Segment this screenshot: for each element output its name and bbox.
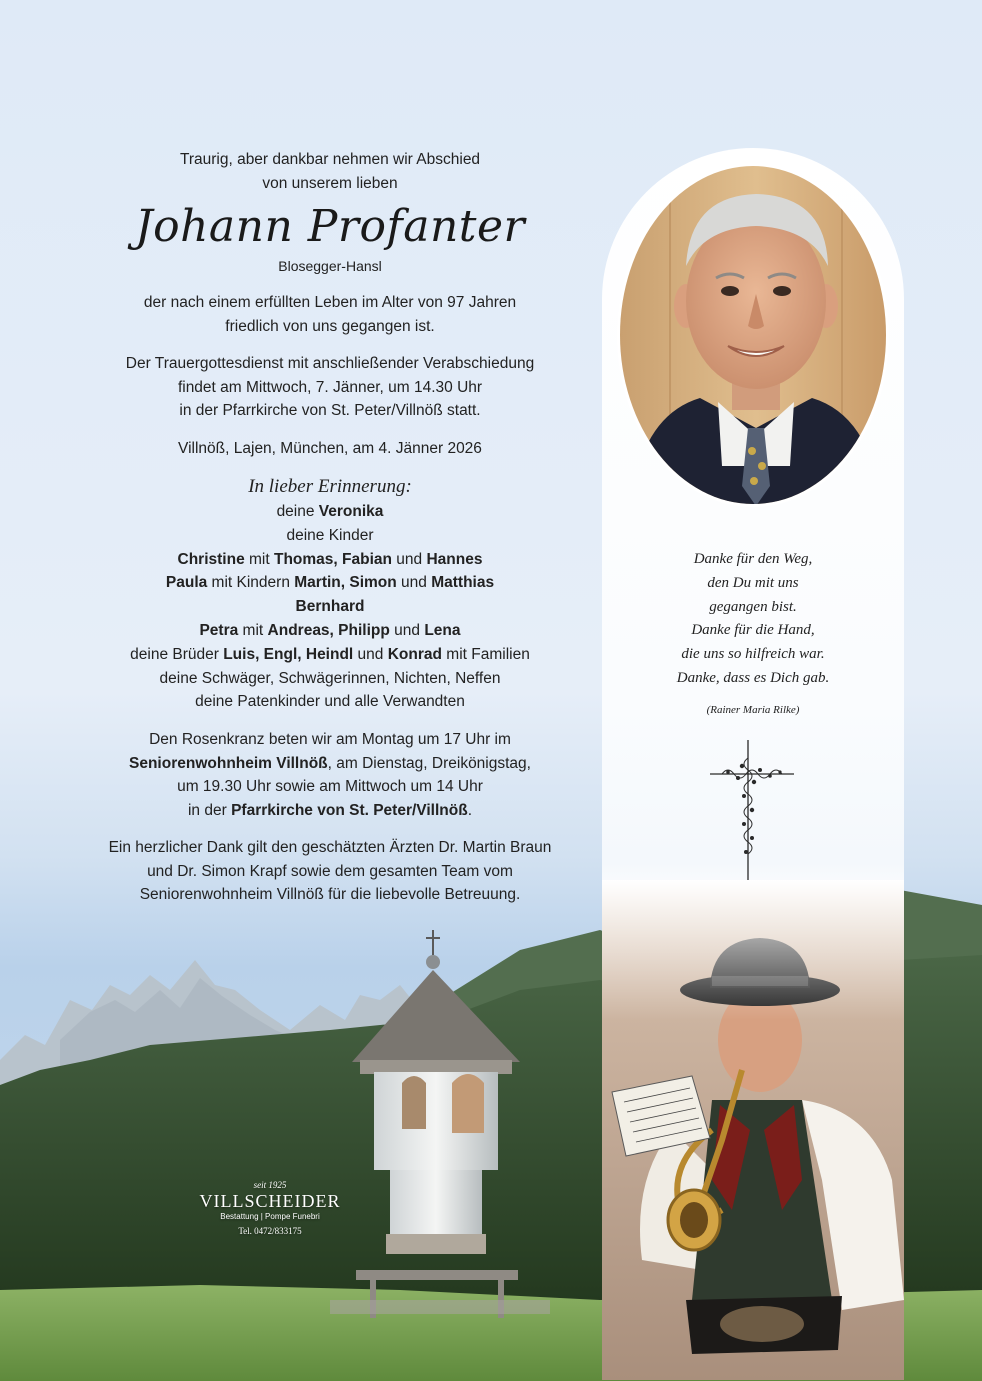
logo-brand: VILLSCHEIDER — [199, 1191, 341, 1211]
poem-line: Danke für die Hand, — [691, 622, 815, 639]
deceased-nickname: Blosegger-Hansl — [278, 258, 382, 274]
poem-line: den Du mit uns — [707, 574, 799, 591]
mourner-line: deine Brüder Luis, Engl, Heindl und Konrad mit Familien — [130, 645, 530, 663]
musician-illustration — [602, 880, 904, 1380]
poem-author: (Rainer Maria Rilke) — [706, 703, 800, 716]
logo-since: seit 1925 — [253, 1180, 287, 1190]
mourner-line: deine Veronika — [276, 503, 384, 520]
portrait-photo — [617, 163, 889, 507]
rosary-line: Seniorenwohnheim Villnöß, am Dienstag, Dreikönigstag, — [129, 754, 531, 772]
service-line: Der Trauergottesdienst mit anschließender Verabschiedung — [125, 355, 535, 372]
rosary-line: in der Pfarrkirche von St. Peter/Villnöß. — [187, 801, 472, 819]
poem-line: Danke für den Weg, — [693, 551, 813, 567]
mourner-line: Petra mit Andreas, Philipp und Lena — [199, 621, 461, 639]
service-line: findet am Mittwoch, 7. Jänner, um 14.30 Uhr — [177, 378, 483, 396]
thanks-line: Seniorenwohnheim Villnöß für die liebevolle Betreuung. — [139, 886, 521, 904]
rosary-text — [70, 728, 590, 822]
mourner-line: Paula mit Kindern Martin, Simon und Matthias — [165, 574, 495, 592]
logo-subtitle: Bestattung | Pompe Funebri — [220, 1212, 320, 1221]
intro-text — [70, 148, 590, 195]
intro-line: von unserem lieben — [262, 174, 398, 192]
life-line: friedlich von uns gegangen ist. — [225, 317, 435, 335]
deceased-name: Johann Profanter — [134, 201, 526, 252]
rosary-line: um 19.30 Uhr sowie am Mittwoch um 14 Uhr — [177, 778, 483, 796]
mourner-line: Christine mit Thomas, Fabian und Hannes — [177, 550, 483, 568]
poem-line: Danke, dass es Dich gab. — [676, 669, 830, 686]
mourner-line: deine Kinder — [286, 526, 374, 544]
logo-phone: Tel. 0472/833175 — [238, 1226, 302, 1236]
poem-line: gegangen bist. — [709, 598, 797, 615]
mourner-line: deine Schwäger, Schwägerinnen, Nichten, Neffen — [159, 669, 501, 687]
place-date: Villnöß, Lajen, München, am 4. Jänner 2026 — [178, 439, 482, 457]
life-line: der nach einem erfüllten Leben im Alter von 97 Jahren — [143, 294, 517, 311]
poem-line: die uns so hilfreich war. — [681, 646, 825, 663]
mourners-list — [70, 500, 590, 714]
memory-title: In lieber Erinnerung: — [248, 476, 412, 497]
thanks-text — [70, 836, 590, 907]
thanks-line: und Dr. Simon Krapf sowie dem gesamten Team vom — [147, 862, 513, 880]
mourner-line: Bernhard — [295, 598, 365, 616]
musician-photo — [602, 880, 904, 1380]
service-line: in der Pfarrkirche von St. Peter/Villnöß statt. — [179, 402, 481, 419]
rosary-line: Den Rosenkranz beten wir am Montag um 17 Uhr im — [149, 731, 511, 749]
undertaker-logo — [185, 1180, 355, 1239]
thanks-line: Ein herzlicher Dank gilt den geschätzten Ärzten Dr. Martin Braun — [108, 839, 552, 857]
life-text — [70, 291, 590, 338]
service-text — [70, 352, 590, 423]
portrait-illustration — [620, 166, 889, 507]
death-notice-text — [70, 148, 590, 907]
intro-line: Traurig, aber dankbar nehmen wir Abschied — [179, 151, 481, 168]
mourner-line: deine Patenkinder und alle Verwandten — [195, 693, 465, 711]
poem — [602, 548, 904, 723]
